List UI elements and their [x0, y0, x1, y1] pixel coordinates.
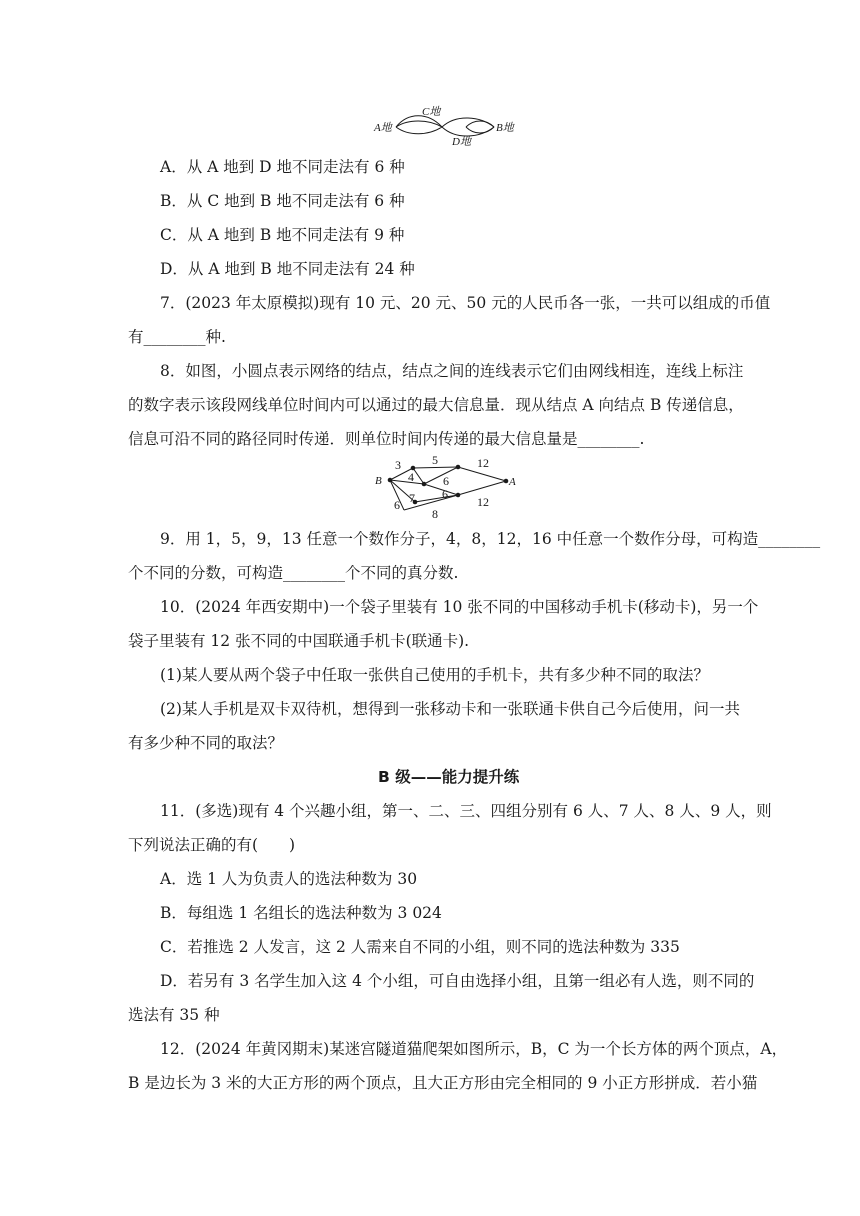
- road-a-c-lower: [396, 127, 442, 134]
- node-d-label: D地: [452, 136, 471, 148]
- q9-line-2: 个不同的分数，可构造________个不同的真分数.: [128, 564, 459, 582]
- q11-option-b: B．每组选 1 名组长的选法种数为 3 024: [160, 904, 442, 922]
- network-diagram: [370, 452, 520, 524]
- edge-label: 3: [395, 458, 401, 472]
- edge-label: 8: [432, 507, 438, 521]
- route-diagram: [370, 104, 520, 148]
- node-5-dot: [456, 493, 461, 498]
- road-a-c-middle: [396, 121, 442, 127]
- q11-option-d-line-2: 选法有 35 种: [128, 1006, 220, 1024]
- road-d-b-1: [466, 121, 494, 127]
- node-a-dot: [504, 479, 509, 484]
- net-node-b-label: B: [375, 475, 382, 487]
- section-heading-b: B 级——能力提升练: [378, 768, 520, 786]
- node-a-label: A地: [374, 122, 392, 134]
- node-b-label: B地: [496, 122, 514, 134]
- node-c-label: C地: [422, 106, 441, 118]
- node-b-dot: [388, 478, 393, 483]
- q6-option-d: D．从 A 地到 B 地不同走法有 24 种: [160, 260, 415, 278]
- edge-label: 6: [394, 498, 400, 512]
- q10-part-2-line-2: 有多少种不同的取法？: [128, 734, 284, 752]
- q12-line-2: B 是边长为 3 米的大正方形的两个顶点，且大正方形由完全相同的 9 小正方形拼成．若小猫: [128, 1074, 758, 1092]
- edge-label: 12: [477, 495, 489, 509]
- q11-option-c: C．若推选 2 人发言，这 2 人需来自不同的小组，则不同的选法种数为 335: [160, 938, 680, 956]
- road-d-b-2: [466, 127, 494, 133]
- edge-label: 6: [442, 487, 448, 501]
- net-node-a-label: A: [509, 476, 516, 488]
- q9-line-1: 9．用 1，5，9，13 任意一个数作分子，4，8，12，16 中任意一个数作分母，可构造________: [160, 530, 821, 548]
- q11-line-1: 11．(多选)现有 4 个兴趣小组，第一、二、三、四组分别有 6 人、7 人、8 人、9 人，则: [160, 802, 772, 820]
- edge-label: 4: [408, 470, 414, 484]
- q8-line-1: 8．如图，小圆点表示网络的结点，结点之间的连线表示它们由网线相连，连线上标注: [160, 362, 744, 380]
- edge-label: 7: [409, 491, 415, 505]
- q8-line-2: 的数字表示该段网线单位时间内可以通过的最大信息量．现从结点 A 向结点 B 传递信息，: [128, 396, 744, 414]
- q12-line-1: 12．(2024 年黄冈期末)某迷宫隧道猫爬架如图所示，B，C 为一个长方体的两个顶点，A，: [160, 1040, 788, 1058]
- q10-line-1: 10．(2024 年西安期中)一个袋子里装有 10 张不同的中国移动手机卡(移动卡)，另一个: [160, 598, 759, 616]
- q10-part-1: (1)某人要从两个袋子中任取一张供自己使用的手机卡，共有多少种不同的取法？: [160, 666, 709, 684]
- q7-line-2: 有________种.: [128, 328, 226, 346]
- q11-line-2: 下列说法正确的有( ): [128, 836, 296, 854]
- node-3-dot: [422, 482, 427, 487]
- q8-line-3: 信息可沿不同的路径同时传递．则单位时间内传递的最大信息量是________.: [128, 430, 645, 448]
- q7-line-1: 7．(2023 年太原模拟)现有 10 元、20 元、50 元的人民币各一张，一共可以组成的币值: [160, 294, 771, 312]
- q11-option-a: A．选 1 人为负责人的选法种数为 30: [160, 870, 418, 888]
- q6-option-a: A．从 A 地到 D 地不同走法有 6 种: [160, 158, 405, 176]
- q10-line-2: 袋子里装有 12 张不同的中国联通手机卡(联通卡).: [128, 632, 470, 650]
- edge-label: 6: [443, 474, 449, 488]
- q6-option-b: B．从 C 地到 B 地不同走法有 6 种: [160, 192, 405, 210]
- edge-label: 12: [477, 456, 489, 470]
- q10-part-2-line-1: (2)某人手机是双卡双待机，想得到一张移动卡和一张联通卡供自己今后使用，问一共: [160, 700, 740, 718]
- node-2-dot: [456, 465, 461, 470]
- q6-option-c: C．从 A 地到 B 地不同走法有 9 种: [160, 226, 405, 244]
- q11-option-d-line-1: D．若另有 3 名学生加入这 4 个小组，可自由选择小组，且第一组必有人选，则不同的: [160, 972, 755, 990]
- edge-label: 5: [432, 453, 438, 467]
